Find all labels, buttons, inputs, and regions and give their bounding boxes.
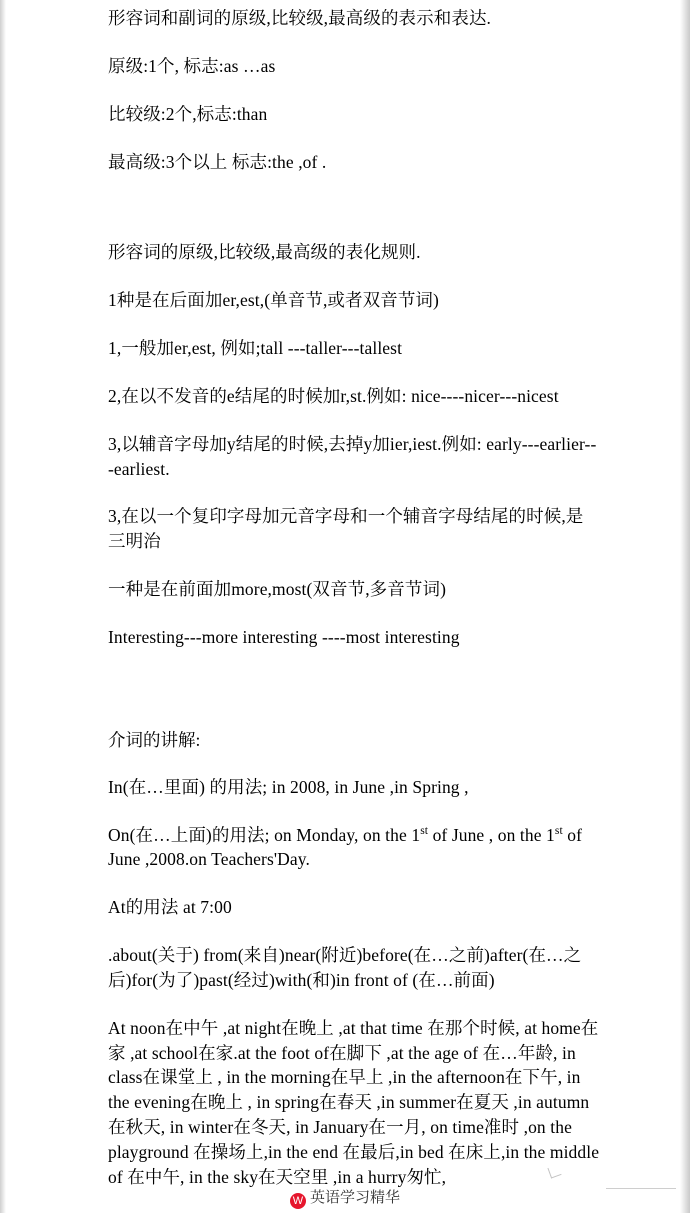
paragraph-preposition-on: On(在…上面)的用法; on Monday, on the 1st of June , on the 1st of June ,2008.on Teachers'Day.	[108, 824, 583, 870]
ordinal-suffix-st: st	[420, 824, 429, 837]
paragraph-preposition-in: In(在…里面) 的用法; in 2008, in June ,in Spring ,	[108, 776, 469, 797]
watermark	[0, 1186, 690, 1209]
watermark-label: 英语学习精华	[309, 1189, 400, 1206]
paragraph-positive-degree: 原级:1个, 标志:as …as	[108, 55, 276, 76]
paragraph-rule-1: 1,一般加er,est, 例如;tall ---taller---tallest	[108, 338, 403, 359]
paragraph-superlative-degree: 最高级:3个以上 标志:the ,of .	[108, 151, 327, 172]
paragraph-rule-3a: 3,以辅音字母加y结尾的时候,去掉y加ier,iest.例如: early---earlier---earliest.	[108, 433, 597, 479]
heading-prepositions: 介词的讲解:	[108, 729, 201, 750]
ordinal-suffix-st: st	[554, 824, 563, 837]
document-body	[108, 0, 600, 1210]
paragraph-preposition-phrases: At noon在中午 ,at night在晚上 ,at that time 在那个时候, at home在家 ,at school在家.at the foot of在脚下 ,at the age of 在…年龄, in class在课堂上 , in the morning在早上 ,in the afternoon在下午, in the evening在晚上 , in spring在春天 ,in summer在夏天 ,in autumn在秋天, in winter在冬天, in January在一月, on time准时 ,on the playground 在操场上,in the end 在最后,in bed 在床上,in the middle of 在中午, in the sky在天空里 ,in a hurry匆忙,	[108, 1017, 600, 1187]
paragraph-rule-suffix-intro: 1种是在后面加er,est,(单音节,或者双音节词)	[108, 290, 439, 311]
paragraph-rule-2: 2,在以不发音的e结尾的时候加r,st.例如: nice----nicer---nicest	[108, 385, 559, 406]
paragraph-example-interesting: Interesting---more interesting ----most interesting	[108, 626, 460, 647]
paragraph-rule-3b: 3,在以一个复印字母加元音字母和一个辅音字母结尾的时候,是三明治	[108, 506, 584, 552]
paragraph-comparative-degree: 比较级:2个,标志:than	[108, 103, 268, 124]
paragraph-degrees-title: 形容词和副词的原级,比较级,最高级的表示和表达.	[108, 8, 492, 28]
paragraph-preposition-at: At的用法 at 7:00	[108, 897, 232, 918]
paragraph-formation-title: 形容词的原级,比较级,最高级的表化规则.	[108, 242, 421, 263]
paragraph-preposition-list: .about(关于) from(来自)near(附近)before(在…之前)after(在…之后)for(为了)past(经过)with(和)in front of (在…前面)	[108, 945, 582, 990]
weibo-icon: W	[290, 1193, 306, 1209]
paragraph-rule-more-most: 一种是在前面加more,most(双音节,多音节词)	[108, 579, 446, 600]
